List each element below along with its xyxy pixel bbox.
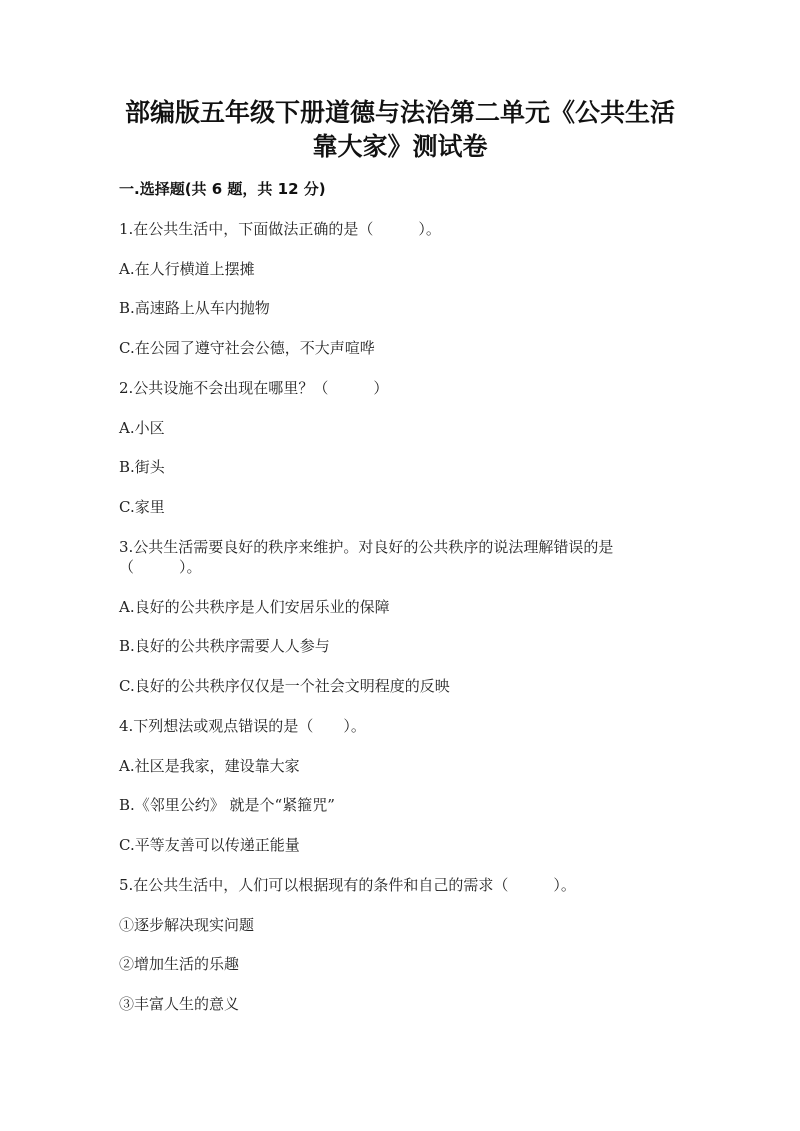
- question-3-option-a: A.良好的公共秩序是人们安居乐业的保障: [119, 598, 390, 616]
- question-5-option-2: ②增加生活的乐趣: [119, 955, 240, 973]
- question-4-option-b: B.《邻里公约》 就是个“紧箍咒”: [119, 796, 335, 814]
- question-1-option-a: A.在人行横道上摆摊: [119, 260, 255, 278]
- question-1-option-c: C.在公园了遵守社会公德，不大声喧哗: [119, 339, 375, 357]
- question-3-stem-line-2: （ ）。: [119, 558, 202, 576]
- question-5-option-3: ③丰富人生的意义: [119, 995, 240, 1013]
- question-1-stem: 1.在公共生活中，下面做法正确的是（ ）。: [119, 220, 441, 238]
- question-3-option-c: C.良好的公共秩序仅仅是一个社会文明程度的反映: [119, 677, 450, 695]
- page-title: [0, 96, 800, 164]
- section-header: 一.选择题(共 6 题，共 12 分): [119, 180, 326, 198]
- title-line-1: 部编版五年级下册道德与法治第二单元《公共生活: [124, 98, 675, 127]
- question-2-option-b: B.街头: [119, 458, 165, 476]
- question-4-option-c: C.平等友善可以传递正能量: [119, 836, 300, 854]
- question-2-option-c: C.家里: [119, 498, 165, 516]
- question-3-option-b: B.良好的公共秩序需要人人参与: [119, 637, 330, 655]
- question-5-stem: 5.在公共生活中，人们可以根据现有的条件和自己的需求（ ）。: [119, 876, 576, 894]
- question-2-option-a: A.小区: [119, 419, 165, 437]
- question-4-option-a: A.社区是我家，建设靠大家: [119, 757, 300, 775]
- question-2-stem: 2.公共设施不会出现在哪里？（ ）: [119, 379, 389, 397]
- question-1-option-b: B.高速路上从车内抛物: [119, 299, 270, 317]
- question-3-stem-line-1: 3.公共生活需要良好的秩序来维护。对良好的公共秩序的说法理解错误的是: [119, 538, 614, 556]
- question-4-stem: 4.下列想法或观点错误的是（ ）。: [119, 717, 366, 735]
- title-line-2: 靠大家》测试卷: [312, 132, 488, 161]
- question-5-option-1: ①逐步解决现实问题: [119, 916, 255, 934]
